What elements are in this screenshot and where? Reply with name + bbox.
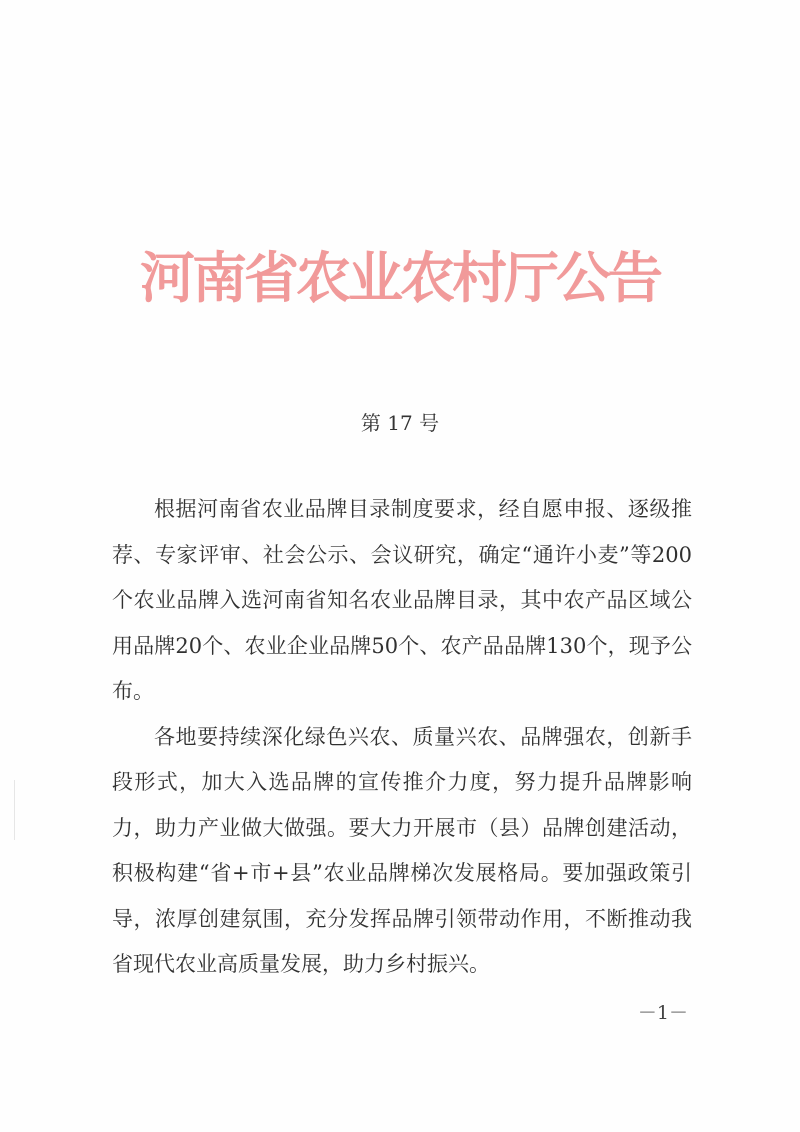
body-paragraph-1: 根据河南省农业品牌目录制度要求，经自愿申报、逐级推荐、专家评审、社会公示、会议研究，确定“通许小麦”等200个农业品牌入选河南省知名农业品牌目录，其中农产品区域公用品牌20个、农业企业品牌50个、农产品品牌130个，现予公布。	[112, 497, 692, 703]
document-number: 第 17 号	[360, 411, 440, 435]
document-body	[112, 487, 692, 988]
page-number: －1－	[637, 1002, 688, 1024]
body-paragraph-2: 各地要持续深化绿色兴农、质量兴农、品牌强农，创新手段形式，加大入选品牌的宣传推介力度，努力提升品牌影响力，助力产业做大做强。要大力开展市（县）品牌创建活动，积极构建“省+市+县”农业品牌梯次发展格局。要加强政策引导，浓厚创建氛围，充分发挥品牌引领带动作用，不断推动我省现代农业高质量发展，助力乡村振兴。	[112, 724, 692, 976]
document-title: 河南省农业农村厅公告	[139, 246, 660, 310]
scan-edge-mark	[14, 780, 15, 840]
